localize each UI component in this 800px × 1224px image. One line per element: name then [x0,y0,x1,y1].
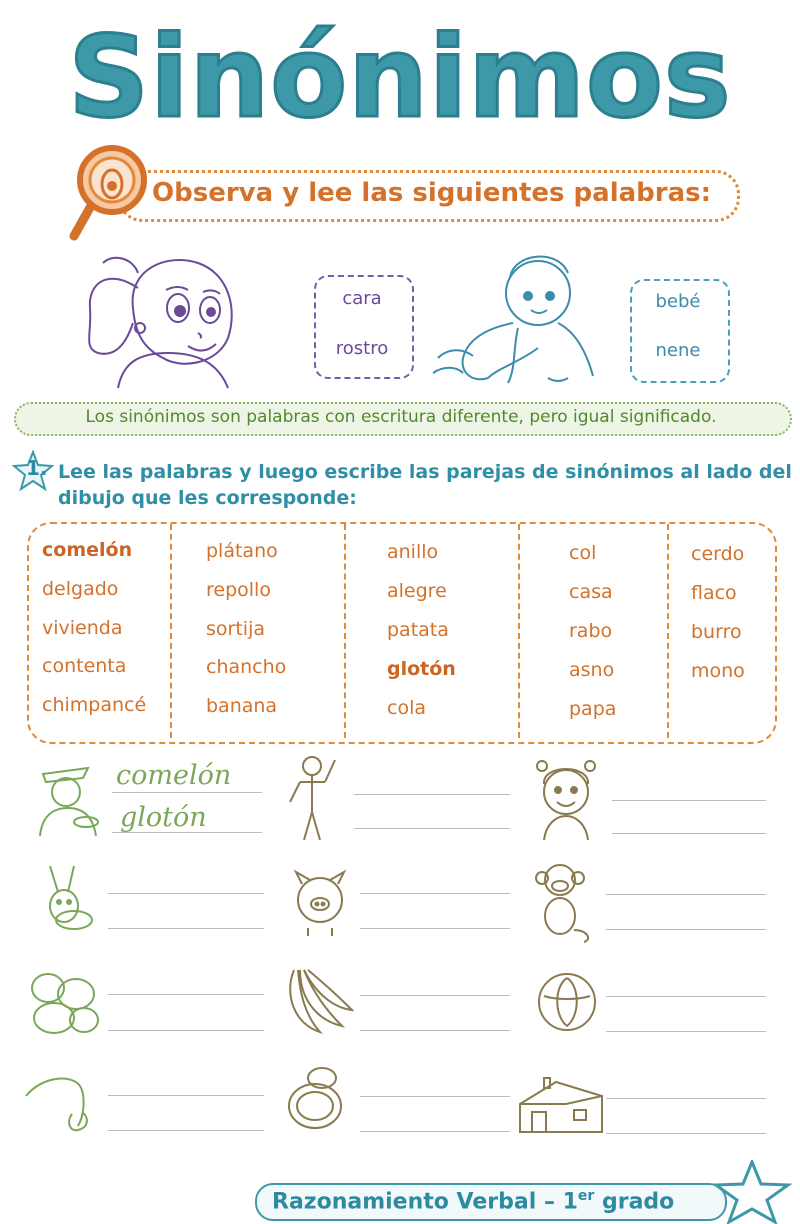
word-bank-item: casa [569,581,613,603]
word-bank-item: plátano [206,540,278,562]
tail-icon [22,1066,94,1132]
answer-line[interactable] [360,995,510,996]
word-rostro: rostro [335,338,389,359]
magnifier-icon [62,142,162,242]
answer-line[interactable] [112,792,262,793]
word-bank-item: burro [691,621,742,643]
column-divider [667,524,669,738]
word-bank-item: col [569,542,597,564]
column-divider [344,524,346,738]
cabbage-icon [534,966,600,1038]
word-cara: cara [342,288,382,309]
word-bank-item: anillo [387,541,439,563]
glutton-man-icon [28,756,110,838]
footer-grade: grado [601,1189,675,1215]
answer-line[interactable] [360,1030,510,1031]
thin-man-icon [280,752,350,842]
footer-course: Razonamiento Verbal – 1 [272,1189,578,1215]
word-bank-item: alegre [387,580,447,602]
happy-girl-icon [530,754,602,842]
answer-line[interactable] [108,928,264,929]
footer-label [272,1188,674,1214]
answer-line[interactable] [606,996,766,997]
word-bank-item: patata [387,619,449,641]
answer-line[interactable] [108,1130,264,1131]
exercise-number: 1. [26,456,48,480]
answer-line[interactable] [606,1133,766,1134]
answer-line[interactable] [612,800,766,801]
word-bank-item: chimpancé [42,694,147,716]
column-divider [518,524,520,738]
word-bank-item: banana [206,695,278,717]
answer-line[interactable] [112,832,262,833]
answer-line[interactable] [606,1031,766,1032]
answer-line[interactable] [606,929,766,930]
answer-line[interactable] [108,1030,264,1031]
answer-line[interactable] [354,828,510,829]
answer-line[interactable] [606,894,766,895]
word-bank-item: sortija [206,618,265,640]
footer-ordinal: er [577,1188,595,1204]
cloud-potatoes-icon [24,966,102,1040]
word-bank-item: papa [569,698,617,720]
word-bank-item: rabo [569,620,613,642]
example-answer-2: glotón [120,802,207,833]
definition-text: Los sinónimos son palabras con escritura diferente, pero igual significado. [85,407,717,427]
word-bank-item: mono [691,660,745,682]
word-bank-item: cola [387,697,426,719]
answer-line[interactable] [354,794,510,795]
word-bank-item: contenta [42,655,127,677]
answer-line[interactable] [360,928,510,929]
baby-icon [428,248,603,393]
page-title: Sinónimos [68,13,732,143]
answer-line[interactable] [612,833,766,834]
answer-line[interactable] [606,1098,766,1099]
answer-line[interactable] [360,1131,510,1132]
example-answer-1: comelón [116,760,232,791]
donkey-icon [30,862,102,942]
word-bank-item: vivienda [42,617,123,639]
monkey-icon [524,860,596,944]
star-icon [712,1160,792,1224]
observa-heading: Observa y lee las siguientes palabras: [152,178,712,208]
answer-line[interactable] [360,893,510,894]
word-bebe: bebé [655,291,701,312]
answer-line[interactable] [108,994,264,995]
word-bank-item: delgado [42,578,119,600]
word-bank-item: flaco [691,582,737,604]
exercise-instruction: Lee las palabras y luego escribe las parejas de sinónimos al lado del dibujo que les corresponde: [58,461,792,509]
bananas-icon [280,964,354,1040]
word-bank-item: asno [569,659,615,681]
word-bank-item: repollo [206,579,271,601]
word-nene: nene [655,340,701,361]
column-divider [170,524,172,738]
answer-line[interactable] [108,893,264,894]
word-bank-item: cerdo [691,543,745,565]
girl-face-icon [78,248,253,393]
ring-icon [282,1062,352,1134]
pig-icon [288,868,352,938]
house-icon [516,1074,606,1134]
word-bank-item: comelón [42,539,133,561]
answer-line[interactable] [108,1095,264,1096]
answer-line[interactable] [360,1096,510,1097]
word-bank-item: glotón [387,658,456,680]
word-bank-item: chancho [206,656,287,678]
